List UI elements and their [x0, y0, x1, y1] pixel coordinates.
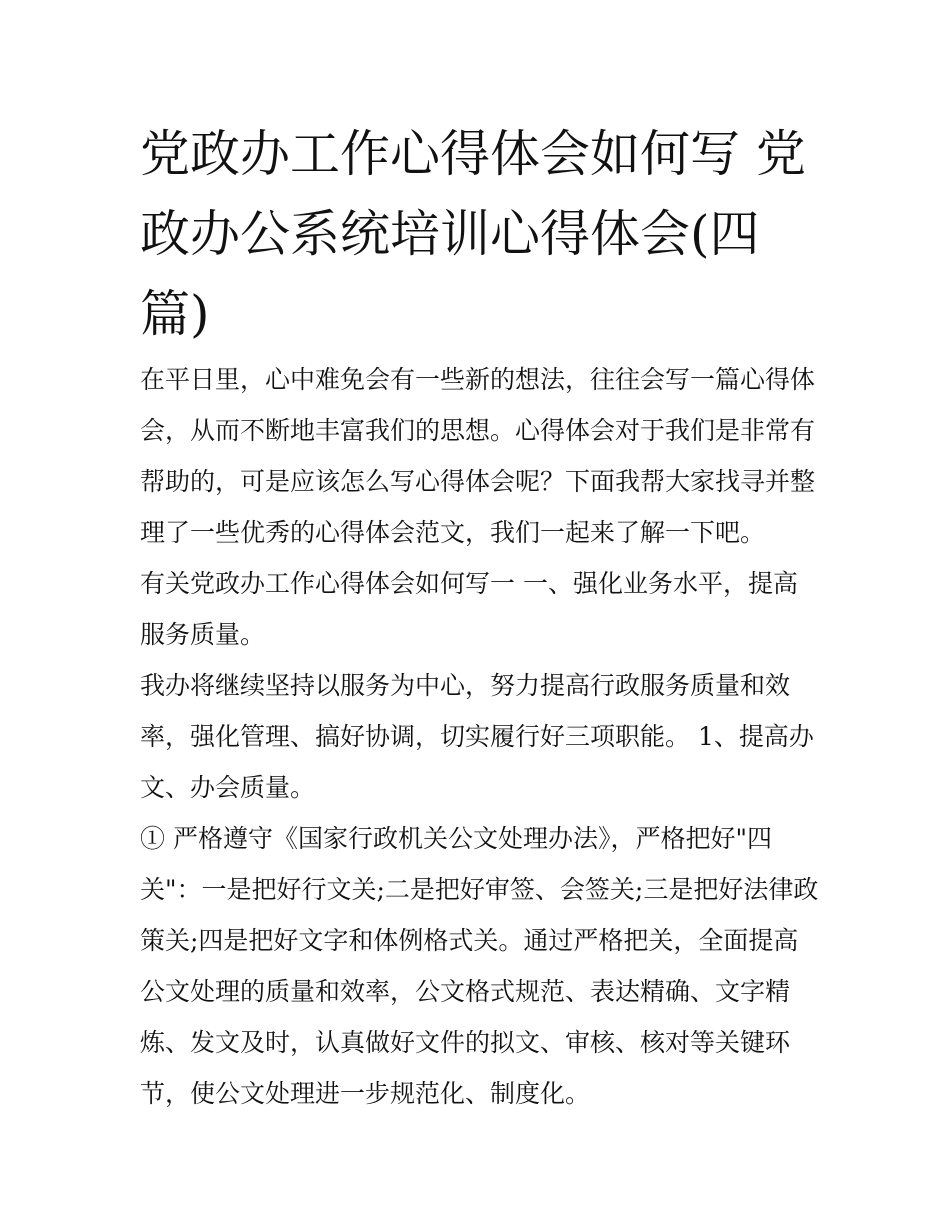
paragraph-service: 我办将继续坚持以服务为中心，努力提高行政服务质量和效率，强化管理、搞好协调，切实履行好三项职能。 1、提高办文、办会质量。	[140, 671, 814, 802]
document-body	[140, 354, 820, 1119]
paragraph-document-rules: ① 严格遵守《国家行政机关公文处理办法》，严格把好"四关"：一是把好行文关;二是把好审签、会签关;三是把好法律政策关;四是把好文字和体例格式关。通过严格把关，全面提高公文处理的质量和效率，公文格式规范、表达精确、文字精炼、发文及时，认真做好文件的拟文、审核、核对等关键环节，使公文处理进一步规范化、制度化。	[140, 824, 819, 1108]
paragraph-section-heading: 有关党政办工作心得体会如何写一 一、强化业务水平，提高服务质量。	[140, 569, 798, 649]
document-title: 党政办工作心得体会如何写 党政办公系统培训心得体会(四篇)	[140, 125, 806, 343]
paragraph-intro: 在平日里，心中难免会有一些新的想法，往往会写一篇心得体会，从而不断地丰富我们的思想。心得体会对于我们是非常有帮助的，可是应该怎么写心得体会呢？下面我帮大家找寻并整理了一些优秀的心得体会范文，我们一起来了解一下吧。	[140, 365, 816, 547]
